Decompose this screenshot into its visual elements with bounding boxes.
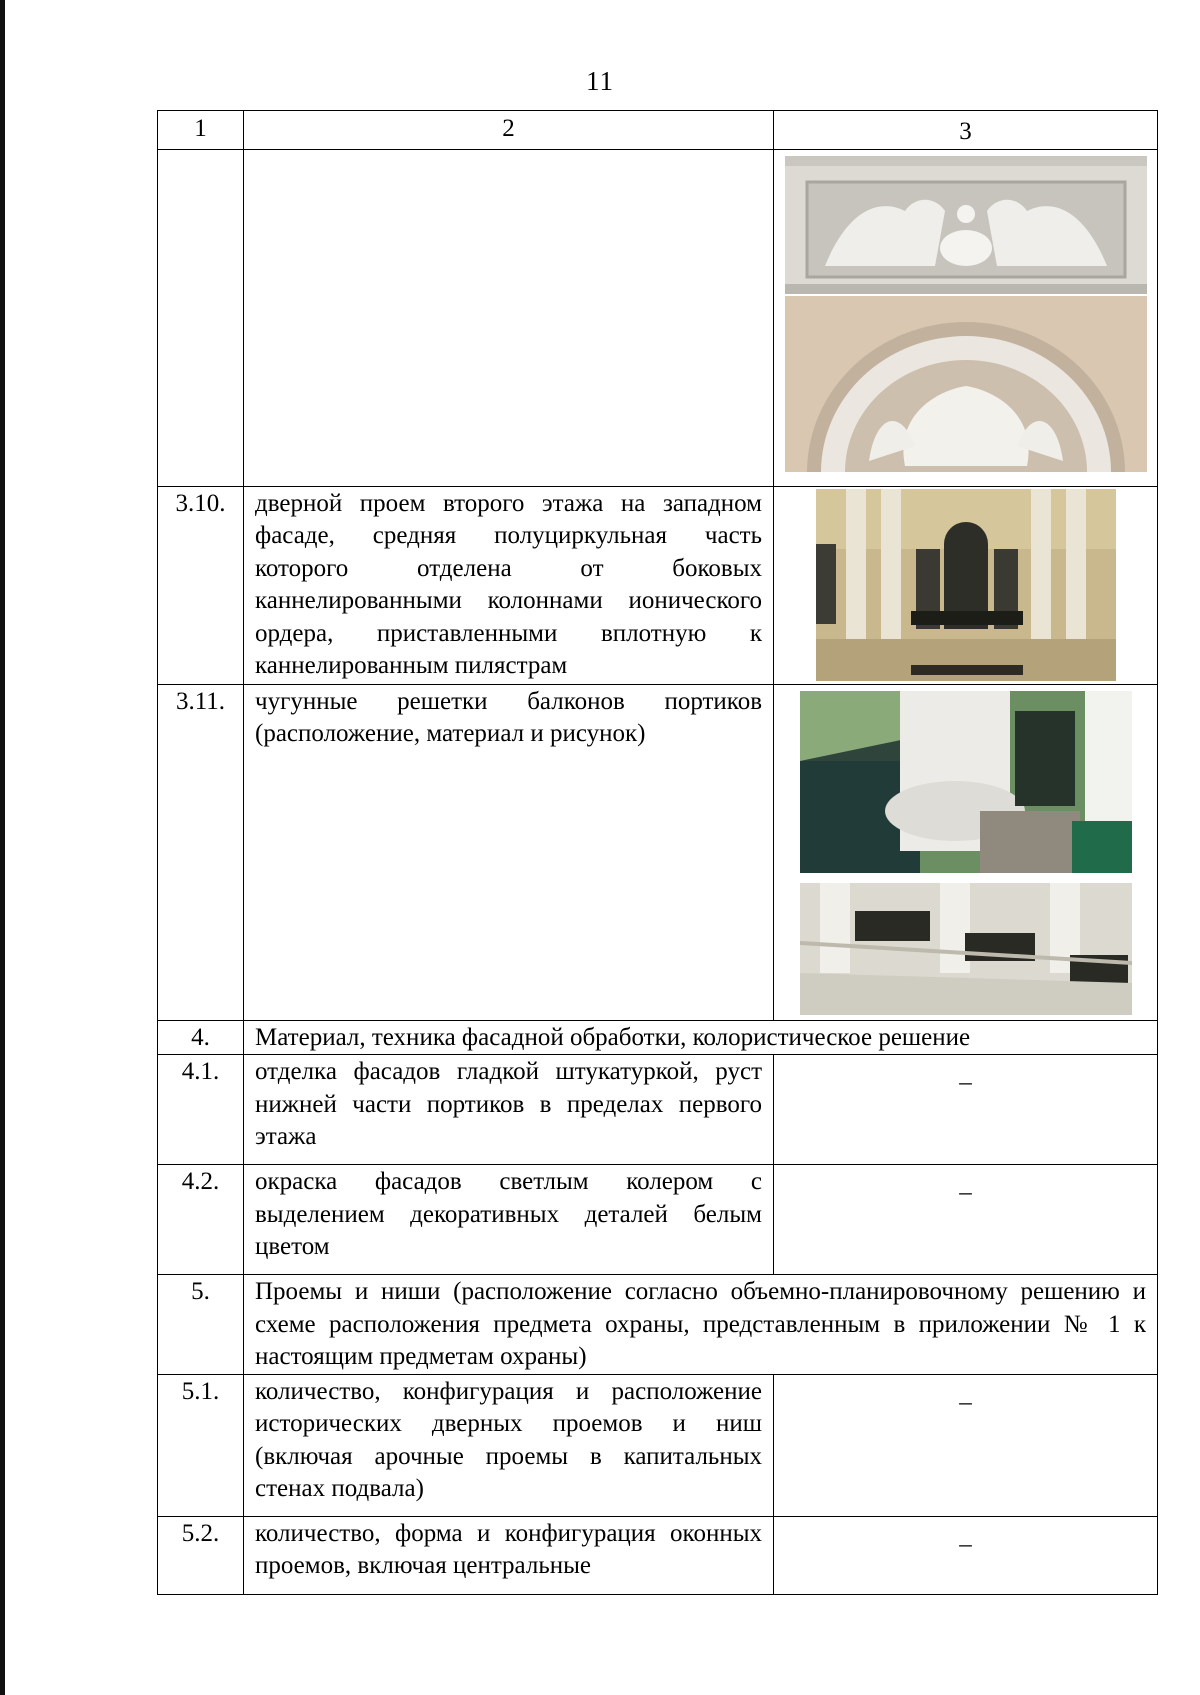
row-number: 3.10.	[158, 486, 244, 684]
section-heading: Проемы и ниши (расположение согласно объемно-планировочному решению и схеме расположения предмета охраны, представленным в приложении № 1 к настоящим предметам охраны)	[244, 1275, 1158, 1375]
row-number: 4.2.	[158, 1165, 244, 1275]
header-col-2: 2	[244, 111, 774, 150]
table-row	[158, 486, 1158, 684]
row-value: –	[959, 1179, 972, 1206]
row-number: 3.11.	[158, 684, 244, 1020]
row-description: чугунные решетки балконов портиков (расположение, материал и рисунок)	[244, 684, 774, 1020]
section-heading: Материал, техника фасадной обработки, колористическое решение	[244, 1020, 1158, 1055]
table-row	[158, 1275, 1158, 1375]
row-value: –	[959, 1530, 972, 1558]
table-row	[158, 684, 1158, 1020]
west-facade-door-photo	[816, 489, 1116, 681]
row-value: –	[959, 1388, 972, 1416]
row-description: окраска фасадов светлым колером с выделением декоративных деталей белым цветом	[244, 1165, 774, 1275]
table-row	[158, 1020, 1158, 1055]
row-description: количество, форма и конфигурация оконных проемов, включая центральные	[244, 1516, 774, 1594]
row-number: 5.	[158, 1275, 244, 1375]
table-row	[158, 1374, 1158, 1516]
table-header-row	[158, 111, 1158, 150]
row-number: 4.	[158, 1020, 244, 1055]
row-description: дверной проем второго этажа на западном фасаде, средняя полуциркульная часть которого отделена от боковых каннелированными колоннами ионического ордера, приставленными вплотную к каннелированным пилястрам	[244, 486, 774, 684]
row-value-cell	[774, 1374, 1158, 1516]
row-number: 4.1.	[158, 1055, 244, 1165]
griffin-frieze-photo	[785, 156, 1147, 294]
row-description: отделка фасадов гладкой штукатуркой, руст нижней части портиков в пределах первого этажа	[244, 1055, 774, 1165]
protection-table	[157, 110, 1158, 1595]
row-photos	[774, 486, 1158, 684]
table-row	[158, 149, 1158, 486]
row-value-cell	[774, 1165, 1158, 1275]
portico-balconies-photo	[800, 883, 1132, 1015]
balcony-railing-photo	[800, 691, 1132, 873]
row-description: количество, конфигурация и расположение исторических дверных проемов и ниш (включая арочные проемы в капитальных стенах подвала)	[244, 1374, 774, 1516]
row-number: 5.1.	[158, 1374, 244, 1516]
table-row	[158, 1516, 1158, 1594]
row-value: –	[959, 1069, 972, 1096]
lunette-ornament-photo	[785, 296, 1147, 472]
table-row	[158, 1055, 1158, 1165]
row-value-cell	[774, 1055, 1158, 1165]
row-number	[158, 149, 244, 486]
row-description	[244, 149, 774, 486]
header-col-1: 1	[158, 111, 244, 150]
row-number: 5.2.	[158, 1516, 244, 1594]
row-photos	[774, 149, 1158, 486]
header-col-3: 3	[774, 111, 1158, 150]
row-photos	[774, 684, 1158, 1020]
row-value-cell	[774, 1516, 1158, 1594]
table-row	[158, 1165, 1158, 1275]
scan-edge	[0, 0, 5, 1695]
page-number: 11	[586, 66, 614, 96]
